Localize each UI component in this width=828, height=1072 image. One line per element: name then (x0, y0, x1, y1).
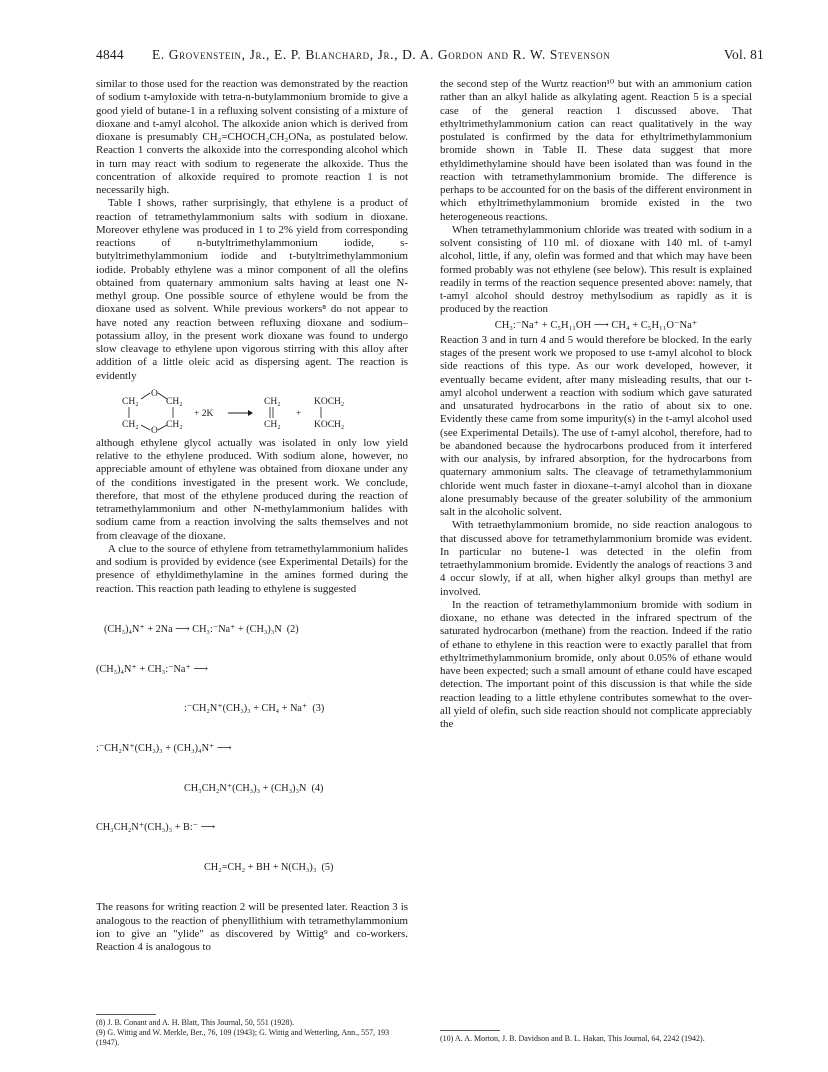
scheme-ch2: CH₂ (166, 396, 183, 407)
scheme-o-bottom: O (151, 425, 158, 433)
footnote-10: (10) A. A. Morton, J. B. Davidson and B. L. Hakan, This Journal, 64, 2242 (1942). (440, 1034, 705, 1043)
paragraph: the second step of the Wurtz reaction¹⁰ but with an ammonium cation rather than an alkyl halide as alkylating agent. Reaction 5 is a special case of the general reaction 1 discussed above. That ethyltrimethylammonium cation can react qualitatively in the way postulated is confirmed by the data for ethyltrimethylammonium bromide shown in Table II. These data suggest that more ethyldimethylamine should have been isolated than was found in the reaction with tetramethylammonium bromide. The difference is perhaps to be accounted for on the basis of the different environment in which ethyltrimethylammonium bromide existed in the two heterogeneous reactions. (440, 78, 752, 223)
equation-amyl-alcohol: CH₃:⁻Na⁺ + C₅H₁₁OH ⟶ CH₄ + C₅H₁₁O⁻Na⁺ (494, 319, 698, 331)
paragraph: With tetraethylammonium bromide, no side reaction analogous to that discussed above for tetramethylammonium bromide was evident. In particular no butene-1 was detected in the olefin from tetraethylammonium bromide. Evidently the analogs of reactions 3 and 4 occur slowly, if at all, when higher alkyl groups than methyl are involved. (440, 519, 752, 598)
footnotes-right (440, 1034, 754, 1044)
paragraph: A clue to the source of ethylene from tetramethylammonium halides and sodium is provided by evidence (see Experimental Details) for the presence of ethyldimethylamine in the amines formed during the reaction. This reaction path leading to ethylene is suggested (96, 542, 408, 595)
equation-3-rhs: :⁻CH₂N⁺(CH₃)₃ + CH₄ + Na⁺ (3) (184, 703, 325, 715)
running-header (96, 47, 764, 69)
footnote-8: (8) J. B. Conant and A. H. Blatt, This Journal, 50, 551 (1928). (96, 1018, 295, 1027)
scheme-koch2: KOCH₂ (314, 419, 345, 430)
scheme-koch2: KOCH₂ (314, 396, 345, 407)
equation-2: (CH₃)₄N⁺ + 2Na ⟶ CH₃:⁻Na⁺ + (CH₃)₃N (2) (104, 624, 299, 636)
scheme-o-top: O (151, 388, 158, 399)
scheme-reagent: + 2K (194, 408, 214, 419)
scheme-ch2: CH₂ (122, 419, 139, 430)
left-column (96, 78, 408, 954)
reaction-equations (96, 597, 408, 901)
page-number: 4844 (96, 47, 124, 62)
scheme-ch2: CH₂ (166, 419, 183, 430)
scheme-plus: + (296, 408, 302, 419)
right-column (440, 78, 752, 731)
equation-5-lhs: CH₃CH₂N⁺(CH₃)₃ + B:⁻ ⟶ (96, 822, 216, 834)
footnotes-left (96, 1018, 410, 1048)
paragraph: although ethylene glycol actually was isolated in only low yield relative to the ethylene produced. With sodium alone, however, no appreciable amount of ethylene was obtained from dioxane under any of the conditions investigated in the present work. We conclude, therefore, that most of the ethylene produced during the reaction of tetramethylammonium and other N-methylammonium halides with sodium came from a reaction involving the salts themselves and not from cleavage of the dioxane. (96, 436, 408, 542)
paragraph: similar to those used for the reaction was demonstrated by the reaction of sodium t-amyloxide with tetra-n-butylammonium bromide to give a good yield of butane-1 in a refluxing solvent consisting of a mixture of dioxane and t-amyl alcohol. The alkoxide anion which is derived from dioxane is presumably CH₂=CHOCH₂CH₂ONa, as postulated below. Reaction 1 converts the alkoxide into the corresponding alcohol which in turn may react with sodium to regenerate the alkoxide. Thus the concentration of alkoxide required to promote reaction 1 is not necessarily high. (96, 78, 408, 196)
dioxane-cleavage-scheme (118, 387, 378, 433)
paragraph: Table I shows, rather surprisingly, that ethylene is a product of reaction of tetramethylammonium salts with sodium in dioxane. Moreover ethylene was produced in 1 to 2% yield from corresponding reactions of n-butyltrimethylammonium iodide, s-butyltrimethylammonium iodide and t-butyltrimethylammonium iodide. Probably ethylene was a minor component of all the olefins obtained from quaternary ammonium salts having at least one N-methyl group. One possible source of ethylene would be from the dioxane used as solvent. While previous workers⁸ do not appear to have noted any reaction between refluxing dioxane and sodium–potassium alloy, in the present work dioxane was found to undergo slow cleavage to ethylene upon vigorous stirring with this alloy after addition of a little oleic acid as dispersing agent. The reaction is evidently (96, 197, 408, 382)
volume: Vol. 81 (723, 47, 764, 62)
paragraph: When tetramethylammonium chloride was treated with sodium in a solvent consisting of 110 ml. of dioxane with 140 ml. of t-amyl alcohol, little, if any, olefin was formed and that which may have been formed probably was not ethylene (see below). This result is explained readily in terms of the reaction sequence presented above: namely, that t-amyl alcohol should destroy methylsodium as rapidly as it is produced by the reaction (440, 223, 752, 316)
equation-5-rhs: CH₂=CH₂ + BH + N(CH₃)₃ (5) (204, 861, 334, 873)
footnote-9: (9) G. Wittig and W. Merkle, Ber., 76, 109 (1943); G. Wittig and Wetterling, Ann., 557, 193 (1947). (96, 1028, 390, 1047)
equation-4-lhs: :⁻CH₂N⁺(CH₃)₃ + (CH₃)₄N⁺ ⟶ (96, 742, 232, 754)
scheme-product-ch2: CH₂ (264, 419, 281, 430)
scheme-product-ch2: CH₂ (264, 396, 281, 407)
paragraph: Reaction 3 and in turn 4 and 5 would therefore be blocked. In the early stages of the present work we proposed to use t-amyl alcohol to block side reactions of this type. As our work developed, however, it eventually became evident, after many misleading results, that our t-amyl alcohol underwent a reaction with sodium which gave saturated and unsaturated hydrocarbons in the ratio of about six to one. Evidently these came from some impurity(s) in the t-amyl alcohol used (see Experimental Details). The use of t-amyl alcohol, therefore, had to be abandoned because the hydrocarbons produced from it interfered with our analysis, by infrared absorption, for the hydrocarbons from quaternary ammonium salts. The cleavage of tetramethylammonium chloride went much faster in dioxane–t-amyl alcohol than in dioxane alone presumably because of the greater solubility of the ammonium salt in the alcoholic solvent. (440, 333, 752, 518)
equation-4-rhs: CH₃CH₂N⁺(CH₃)₃ + (CH₃)₃N (4) (184, 782, 324, 794)
equation-3-lhs: (CH₃)₄N⁺ + CH₃:⁻Na⁺ ⟶ (96, 663, 208, 675)
paragraph: In the reaction of tetramethylammonium bromide with sodium in dioxane, no ethane was detected in the infrared spectrum of the saturated hydrocarbon (methane) from the reaction. Indeed if the ratio of ethane to ethylene in this reaction were to exactly parallel that from ethyltrimethylammonium bromide, only about 0.05% of ethane would have been expected; such a small amount of ethane could have escaped detection. The important point of this discussion is that while the side reaction leading to a little ethylene contributes somewhat to the over-all yield of olefin, such side reaction should not complicate appreciably the (440, 598, 752, 730)
paragraph: The reasons for writing reaction 2 will be presented later. Reaction 3 is analogous to the reaction of phenyllithium with tetramethylammonium ion to give an "ylide" as discovered by Wittig⁹ and co-workers. Reaction 4 is analogous to (96, 901, 408, 954)
scheme-ch2: CH₂ (122, 396, 139, 407)
authors: E. Grovenstein, Jr., E. P. Blanchard, Jr., D. A. Gordon and R. W. Stevenson (152, 47, 611, 62)
